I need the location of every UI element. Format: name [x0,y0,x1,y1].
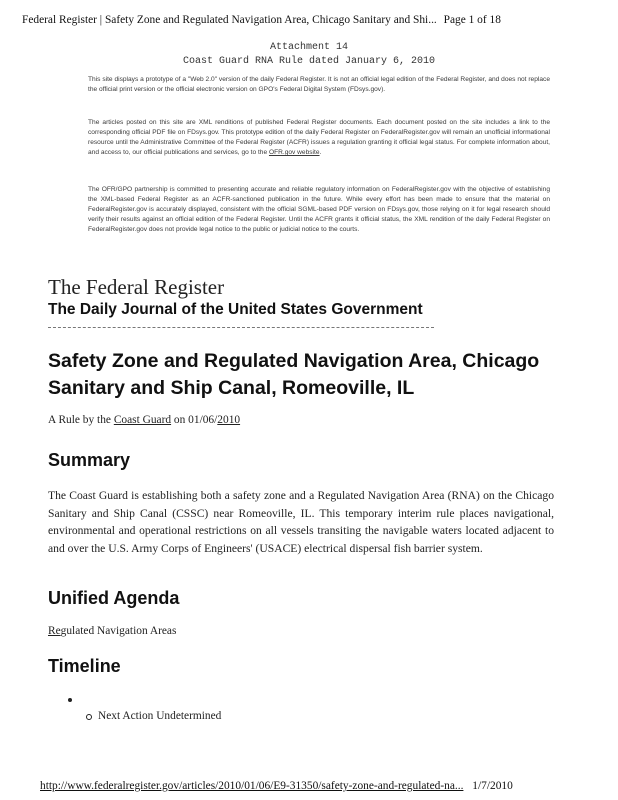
print-footer [40,780,600,792]
timeline-item: Next Action Undetermined [98,710,222,722]
agenda-link-rest: gulated Navigation Areas [60,625,177,637]
attachment-label: Attachment 14 [269,42,348,53]
disclaimer-p2-end: . [319,149,322,156]
date-month-day: 01/06/ [188,414,218,426]
bullet-circle-icon [86,714,92,720]
masthead-title: The Federal Register [48,275,225,299]
print-header [22,14,602,26]
timeline-heading: Timeline [48,656,121,676]
ofr-website-link[interactable]: OFR.gov website [268,149,320,156]
masthead-divider [48,327,434,328]
masthead-subtitle: The Daily Journal of the United States Government [48,301,423,318]
disclaimer-paragraph-2 [88,118,550,158]
footer-date: 1/7/2010 [472,780,513,792]
disclaimer-p2-text: The articles posted on this site are XML renditions of published Federal Register documents. Each document posted on the site includes a link to the corresponding official PDF file on FDsys.gov. This prototype edition of the daily Federal Register on FederalRegister.gov will remain an unofficial informational resource until the Administrative Committee of the Federal Register (ACFR) issues a regulation granting it official legal status. For complete information about, and access to, our official publications and services, go to the [88,119,550,156]
header-title: Federal Register | Safety Zone and Regulated Navigation Area, Chicago Sanitary and Shi... [22,14,437,26]
document-byline [48,414,240,426]
byline-prefix: A Rule by the [48,414,114,426]
disclaimer-paragraph-3: The OFR/GPO partnership is committed to presenting accurate and reliable regulatory information on FederalRegister.gov with the objective of establishing the XML-based Federal Register as an ACFR-sanctioned publication in the future. While every effort has been made to ensure that the material on FederalRegister.gov is accurately displayed, consistent with the official SGML-based PDF version on FDsys.gov, those relying on it for legal research should verify their results against an official edition of the Federal Register. Until the ACFR grants it official status, the XML rendition of the daily Federal Register on FederalRegister.gov does not provide legal notice to the public or judicial notice to the courts. [88,186,550,233]
disclaimer-paragraph-1: This site displays a prototype of a "Web 2.0" version of the daily Federal Register. It is not an official legal edition of the Federal Register, and does not replace the official print version or the official electronic version on GPO's Federal Digital System (FDsys.gov). [88,76,550,93]
footer-url[interactable]: http://www.federalregister.gov/articles/2010/01/06/E9-31350/safety-zone-and-regulated-na... [40,780,464,792]
summary-text: The Coast Guard is establishing both a safety zone and a Regulated Navigation Area (RNA) on the Chicago Sanitary and Ship Canal (CSSC) near Romeoville, IL. This temporary interim rule places navigational, environmental and operational restrictions on all vessels transiting the navigable waters located adjacent to and over the U.S. Army Corps of Engineers' (USACE) electrical dispersal fish barrier system. [48,489,554,555]
agenda-link-underlined: Re [48,625,61,637]
summary-heading: Summary [48,450,131,470]
byline-on: on [171,414,189,426]
attachment-subtitle: Coast Guard RNA Rule dated January 6, 2010 [182,56,436,67]
regulated-navigation-areas-link[interactable] [48,625,176,637]
document-title: Safety Zone and Regulated Navigation Area, Chicago Sanitary and Ship Canal, Romeoville, IL [48,350,540,399]
date-year-link[interactable]: 2010 [217,414,241,426]
header-page: Page 1 of 18 [443,14,501,26]
unified-agenda-heading: Unified Agenda [48,588,180,608]
agency-link[interactable]: Coast Guard [113,414,172,426]
bullet-disc-icon [68,698,72,702]
